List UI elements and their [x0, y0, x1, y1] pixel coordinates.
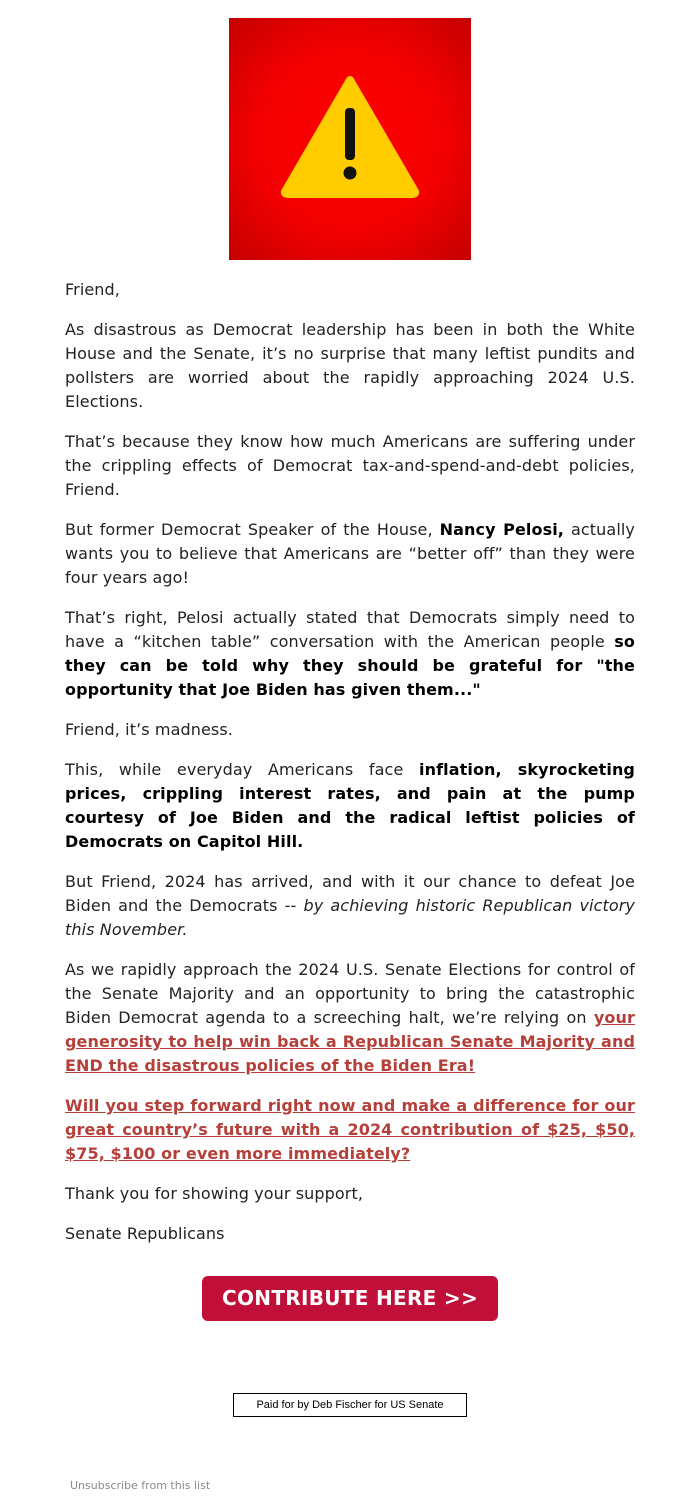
- paragraph-8: As we rapidly approach the 2024 U.S. Senate Elections for control of the Senate Majority and an opportunity to bring the catastrophic Biden Democrat agenda to a screeching halt, we’re relying on your generosity to help win back a Republican Senate Majority and END the disastrous policies of the Biden Era!: [65, 960, 635, 1075]
- paragraph-1: As disastrous as Democrat leadership has been in both the White House and the Senate, it’s no surprise that many leftist pundits and pollsters are worried about the rapidly approaching 2024 U.S. Elections.: [65, 320, 635, 411]
- letter-content: [65, 260, 635, 1246]
- unsubscribe-link[interactable]: Unsubscribe from this list: [70, 1479, 211, 1492]
- paragraph-3: But former Democrat Speaker of the House, Nancy Pelosi, actually wants you to believe that Americans are “better off” than they were four years ago!: [65, 520, 635, 587]
- greeting: Friend,: [65, 280, 120, 299]
- cta-container: [0, 1276, 700, 1321]
- paragraph-4: That’s right, Pelosi actually stated that Democrats simply need to have a “kitchen table” conversation with the American people so they can be told why they should be grateful for "the opportunity that Joe Biden has given them...": [65, 608, 635, 699]
- donate-link-contribution[interactable]: Will you step forward right now and make a difference for our great country’s future with a 2024 contribution of $25, $50, $75, $100 or even more immediately?: [65, 1096, 635, 1163]
- warning-triangle-icon: [229, 18, 471, 260]
- contribute-button[interactable]: CONTRIBUTE HERE >>: [202, 1276, 498, 1321]
- email-body: [0, 18, 700, 1417]
- paragraph-6: This, while everyday Americans face inflation, skyrocketing prices, crippling interest rates, and pain at the pump courtesy of Joe Biden and the radical leftist policies of Democrats on Capitol Hill.: [65, 760, 635, 851]
- paragraph-9: [65, 1094, 635, 1166]
- hero-image: [229, 18, 471, 260]
- signature: Senate Republicans: [65, 1224, 225, 1243]
- paid-for-disclaimer: Paid for by Deb Fischer for US Senate: [233, 1393, 467, 1417]
- paragraph-5: Friend, it’s madness.: [65, 720, 233, 739]
- donate-link-generosity[interactable]: your generosity to help win back a Republican Senate Majority and END the disastrous policies of the Biden Era!: [65, 1008, 635, 1075]
- paragraph-7: But Friend, 2024 has arrived, and with it our chance to defeat Joe Biden and the Democrats -- by achieving historic Republican victory this November.: [65, 872, 635, 939]
- closing-line: Thank you for showing your support,: [65, 1184, 364, 1203]
- paragraph-2: That’s because they know how much Americans are suffering under the crippling effects of Democrat tax-and-spend-and-debt policies, Friend.: [65, 432, 635, 499]
- disclaimer-container: [0, 1393, 700, 1417]
